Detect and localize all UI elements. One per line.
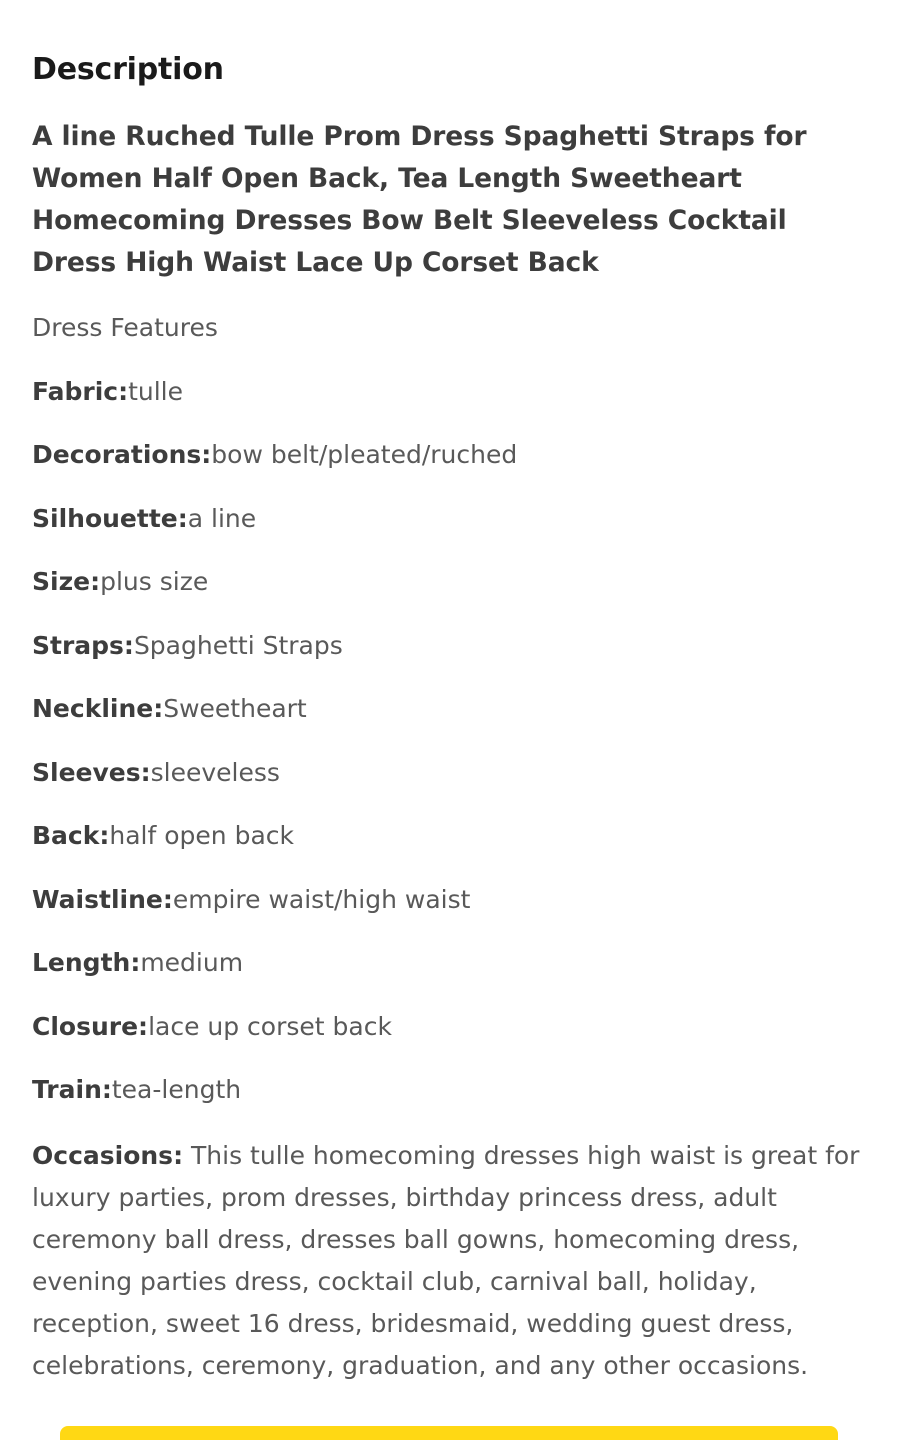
spec-row-sleeves [32,754,868,792]
bottom-accent-button[interactable] [60,1426,838,1440]
spec-key: Size: [32,567,101,597]
bottom-bar [0,1410,898,1440]
spec-key: Fabric: [32,376,129,406]
spec-row-size [32,563,868,601]
spec-row-silhouette [32,500,868,538]
spec-value: Sweetheart [163,694,307,724]
spec-row-decorations [32,436,868,474]
spec-key: Sleeves: [32,757,151,787]
spec-key: Closure: [32,1011,149,1041]
spec-row-fabric [32,373,868,411]
spec-key: Decorations: [32,440,212,470]
spec-row-neckline [32,690,868,728]
spec-row-waistline [32,881,868,919]
spec-key: Silhouette: [32,503,188,533]
spec-key: Straps: [32,630,134,660]
occasions-value: This tulle homecoming dresses high waist is great for luxury parties, prom dresses, birthday princess dress, adult ceremony ball dress, dresses ball gowns, homecoming dress, evening parties dress, cocktail club, carnival ball, holiday, reception, sweet 16 dress, bridesmaid, wedding guest dress, celebrations, ceremony, graduation, and any other occasions. [32,1140,860,1380]
spec-value: sleeveless [150,757,280,787]
dress-features-label: Dress Features [32,313,218,343]
spec-key: Neckline: [32,694,164,724]
spec-key: Length: [32,948,141,978]
spec-value: plus size [100,567,209,597]
spec-row-straps [32,627,868,665]
spec-key: Back: [32,821,110,851]
spec-value: Spaghetti Straps [133,630,343,660]
spec-row-closure [32,1008,868,1046]
occasions-key: Occasions: [32,1140,184,1170]
spec-value: empire waist/high waist [172,884,471,914]
page-title: Description [32,52,224,87]
spec-value: a line [187,503,257,533]
occasions-paragraph [32,1135,868,1387]
spec-value: tulle [128,376,184,406]
spec-value: lace up corset back [148,1011,392,1041]
spec-row-back [32,817,868,855]
spec-row-length [32,944,868,982]
spec-value: half open back [109,821,294,851]
product-title: A line Ruched Tulle Prom Dress Spaghetti Straps for Women Half Open Back, Tea Length Sweetheart Homecoming Dresses Bow Belt Sleeveless Cocktail Dress High Waist Lace Up Corset Back [32,121,807,278]
spec-value: tea-length [111,1075,242,1105]
spec-key: Waistline: [32,884,173,914]
spec-value: medium [140,948,244,978]
spec-row-train [32,1071,868,1109]
spec-key: Train: [32,1075,112,1105]
spec-value: bow belt/pleated/ruched [211,440,518,470]
